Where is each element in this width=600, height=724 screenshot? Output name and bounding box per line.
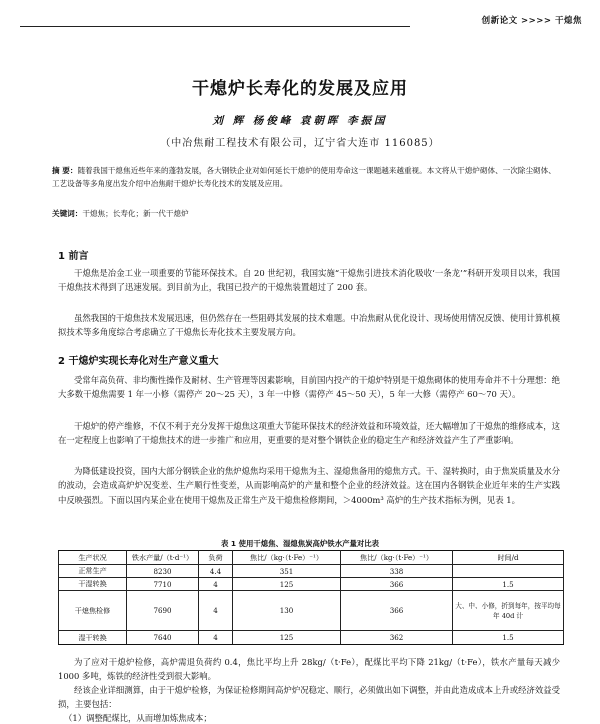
table-cell: 362 — [341, 631, 453, 645]
table-cell: 366 — [341, 578, 453, 591]
table-cell: 大、中、小修，折到每年，按平均每年 40d 计 — [453, 591, 564, 631]
table-cell: 7710 — [127, 578, 199, 591]
table-cell: 7690 — [127, 591, 199, 631]
table-row — [59, 578, 564, 591]
affiliation: （中冶焦耐工程技术有限公司，辽宁省大连市 116085） — [160, 138, 440, 149]
keywords-label: 关键词： — [52, 209, 83, 218]
table-cell: 干熄焦检修 — [59, 591, 127, 631]
section2-paragraph-2: 干熄炉的停产维修，不仅不利于充分发挥干熄焦这项重大节能环保技术的经济效益和环境效益，还大幅增加了干熄焦的维修成本，这在一定程度上也影响了干熄焦技术的进一步推广和应用，更重要的是对整个钢铁企业的稳定生产和经济效益产生了严重影响。 — [58, 421, 560, 446]
table-cell: 1.5 — [453, 631, 564, 645]
list-item: （1）调整配煤比，从而增加炼焦成本； — [64, 713, 212, 723]
table-cell: 7640 — [127, 631, 199, 645]
abstract — [52, 165, 562, 190]
table-cell: 125 — [233, 631, 341, 645]
table-header-cell: 焦比/（kg·（t·Fe）⁻¹） — [341, 551, 453, 565]
data-table — [58, 550, 564, 645]
table-cell: 4 — [199, 578, 233, 591]
after-table-paragraph-1: 为了应对干熄炉检修，高炉需退负荷约 0.4，焦比平均上升 28kg/（t·Fe），配煤比平均下降 21kg/（t·Fe），铁水产量每天减少 1000 多吨，炼铁的经济性受到很大影响。 — [58, 657, 560, 682]
table-cell — [453, 565, 564, 578]
table-cell: 4.4 — [199, 565, 233, 578]
table-header-cell: 焦比/（kg·（t·Fe）⁻¹） — [233, 551, 341, 565]
table-cell: 4 — [199, 631, 233, 645]
section-heading-1: 1 前言 — [58, 251, 89, 262]
keywords — [52, 208, 562, 219]
table-row — [59, 565, 564, 578]
section2-paragraph-3: 为降低建设投资，国内大部分钢铁企业的焦炉熄焦均采用干熄焦为主、湿熄焦备用的熄焦方式。干、湿转换时，由于焦炭质量及水分的波动，会造成高炉炉况变差、生产顺行性变差，从而影响高炉的产量和整个企业的经济效益。这在国内各钢铁企业近年来的生产实践中反映强烈。下面以国内某企业在使用干熄焦及正常生产及干熄焦检修期间，＞4000m³ 高炉的生产技术指标为例，见表 1。 — [58, 466, 560, 505]
section2-paragraph-1: 受常年高负荷、非均衡性操作及耐材、生产管理等因素影响，目前国内投产的干熄炉特别是干熄焦砌体的使用寿命并不十分理想：绝大多数干熄焦需要 1 年一小修（需停产 20～25 天），3 年一中修（需停产 45～50 天），5 年一大修（需停产 60～70 天）。 — [58, 375, 560, 400]
table-cell: 130 — [233, 591, 341, 631]
table-cell: 4 — [199, 591, 233, 631]
running-header: 创新论文 >>>> 干熄焦 — [481, 16, 582, 26]
table-header-row — [59, 551, 564, 565]
table-row — [59, 631, 564, 645]
after-table-paragraph-2: 经该企业详细测算，由于干熄炉检修，为保证检修期间高炉炉况稳定、顺行，必须做出如下调整，并由此造成成本上升或经济效益受损，主要包括： — [58, 685, 560, 710]
table-cell: 338 — [341, 565, 453, 578]
table-cell: 1.5 — [453, 578, 564, 591]
header-rule — [20, 26, 410, 27]
section1-paragraph-2: 虽然我国的干熄焦技术发展迅速，但仍然存在一些阻碍其发展的技术难题。中冶焦耐从优化设计、现场使用情况反馈、使用计算机模拟技术等多角度综合考虑确立了干熄焦长寿化技术主要发展方向。 — [58, 313, 560, 338]
keywords-text: 干熄焦；长寿化；新一代干熄炉 — [82, 209, 189, 218]
table-cell: 366 — [341, 591, 453, 631]
table-cell: 351 — [233, 565, 341, 578]
section-heading-2: 2 干熄炉实现长寿化对生产意义重大 — [58, 356, 219, 367]
abstract-label: 摘 要： — [52, 166, 78, 175]
abstract-text: 随着我国干熄焦近些年来的蓬勃发展，各大钢铁企业对如何延长干熄炉的使用寿命这一课题越来越重视。本文将从干熄炉砌体、一次除尘砌体、工艺设备等多角度出发介绍中冶焦耐干熄炉长寿化技术的发展及应用。 — [52, 166, 556, 188]
table-cell: 湿干转换 — [59, 631, 127, 645]
paper-title: 干熄炉长寿化的发展及应用 — [192, 79, 408, 99]
authors: 刘 辉 杨俊峰 袁朝晖 李振国 — [212, 115, 388, 127]
table-cell: 干湿转换 — [59, 578, 127, 591]
section1-paragraph-1: 干熄焦是冶金工业一项重要的节能环保技术。自 20 世纪初，我国实施“干熄焦引进技术消化吸收‘一条龙’”科研开发项目以来，我国干熄焦技术得到了迅速发展。到目前为止，我国已投产的干熄焦装置超过了 200 套。 — [58, 268, 560, 293]
table-cell: 8230 — [127, 565, 199, 578]
table-header-cell: 负荷 — [199, 551, 233, 565]
table-header-cell: 生产状况 — [59, 551, 127, 565]
table-header-cell: 时间/d — [453, 551, 564, 565]
table-header-cell: 铁水产量/（t·d⁻¹） — [127, 551, 199, 565]
table-cell: 125 — [233, 578, 341, 591]
table-cell: 正常生产 — [59, 565, 127, 578]
table-caption: 表 1 使用干熄焦、湿熄焦炭高炉铁水产量对比表 — [220, 539, 380, 548]
table-row — [59, 591, 564, 631]
